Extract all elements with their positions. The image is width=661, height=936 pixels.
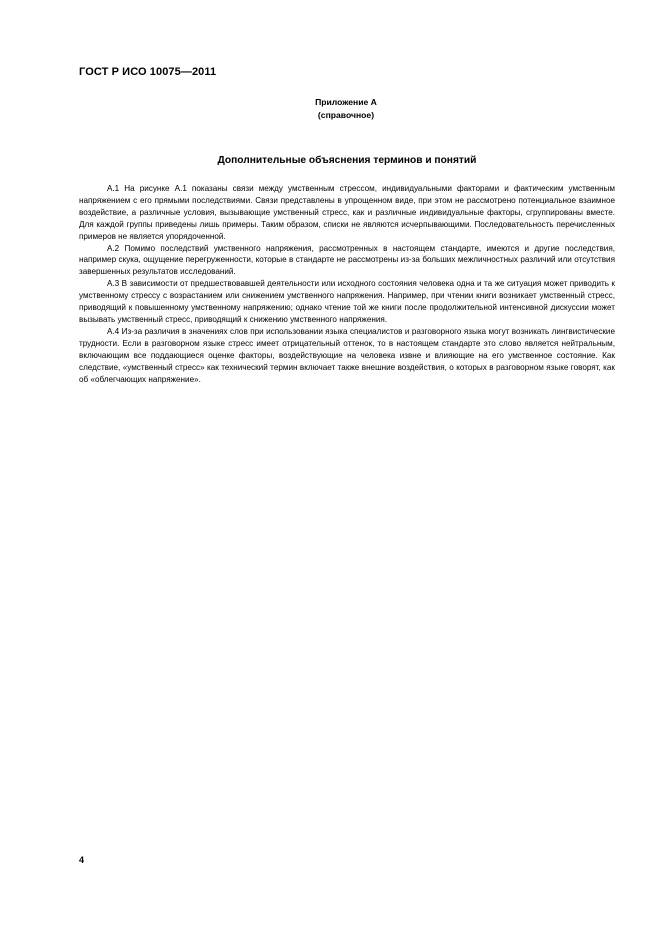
paragraph-a4: А.4 Из-за различия в значениях слов при использовании языка специалистов и разговорного языка могут возникать лингвистические трудности. Если в разговорном языке стресс имеет отрицательный оттенок, то в настоящем стандарте это слово является нейтральным, включающим все поддающиеся оценке факторы, воздействующие на человека извне и влияющие на его умственное состояние. Как следствие, «умственный стресс» как технический термин включает также внешние воздействия, о которых в разговорном языке говорят, как об «облегчающих напряжение». — [79, 326, 615, 384]
appendix-heading — [200, 96, 492, 122]
document-header: ГОСТ Р ИСО 10075—2011 — [79, 66, 217, 78]
body-text — [79, 183, 615, 385]
section-title: Дополнительные объяснения терминов и понятий — [217, 155, 477, 166]
paragraph-a3: А.3 В зависимости от предшествовавшей деятельности или исходного состояния человека одна и та же ситуация может приводить к умственному стрессу с возрастанием или снижением умственного напряжения. Например, при чтении книги возникает умственный стресс, приводящий к повышенному умственному напряжению; однако чтение той же книги после продолжительной интенсивной дискуссии может вызывать умственный стресс, приводящий к снижению умственного напряжения. — [79, 279, 615, 324]
appendix-subtitle: (справочное) — [317, 110, 375, 120]
paragraph-a2: А.2 Помимо последствий умственного напряжения, рассмотренных в настоящем стандарте, имеются и другие последствия, например скука, ощущение перегруженности, которые в стандарте не рассмотрены из-за больших межличностных различий или отсутствия завершенных результатов исследований. — [79, 243, 615, 277]
appendix-title: Приложение А — [315, 97, 377, 107]
paragraph-a1: А.1 На рисунке А.1 показаны связи между умственным стрессом, индивидуальными факторами и фактическим умственным напряжением с его прямыми последствиями. Связи представлены в упрощенном виде, при этом не рассмотрено потенциальное взаимное воздействие, а различные условия, вызывающие умственный стресс, как и различные индивидуальные факторы, сгруппированы вместе. Для каждой группы приведены лишь примеры. Таким образом, списки не являются исчерпывающими. Последовательность перечисленных примеров не является упорядоченной. — [79, 184, 615, 241]
page-number: 4 — [79, 855, 85, 865]
